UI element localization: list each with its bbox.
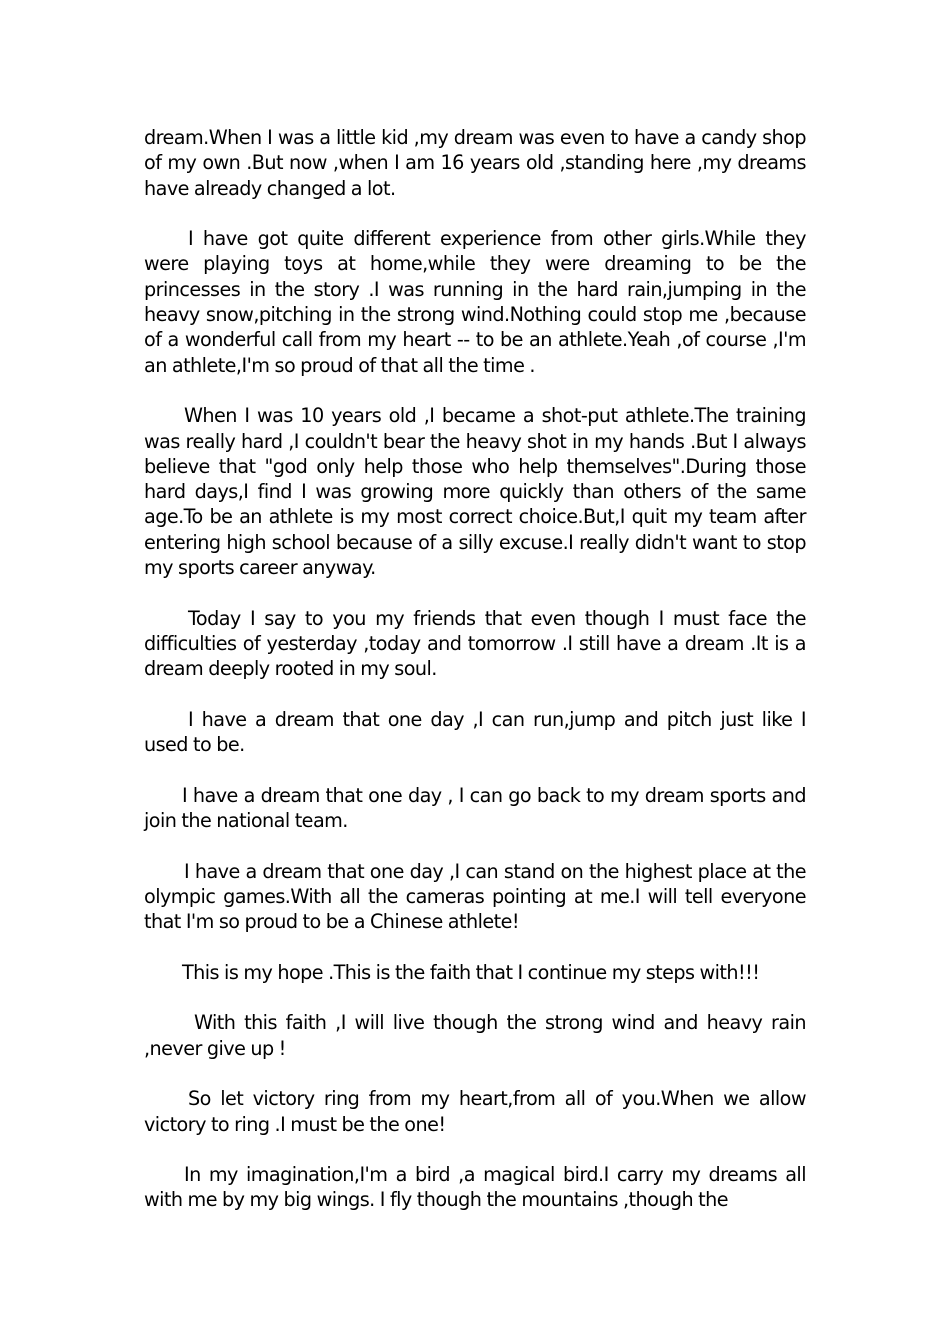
paragraph-3: When I was 10 years old ,I became a shot-put athlete.The training was really hard ,I couldn't bear the heavy shot in my hands .But I always believe that "god only help those who help themselves".During those hard days,I find I was growing more quickly than others of the same age.To be an athlete is my most correct choice.But,I quit my team after entering high school because of a silly excuse.I really didn't want to stop my sports career anyway.	[144, 404, 806, 580]
paragraph-2: I have got quite different experience from other girls.While they were playing toys at home,while they were dreaming to be the princesses in the story .I was running in the hard rain,jumping in the heavy snow,pitching in the strong wind.Nothing could stop me ,because of a wonderful call from my heart -- to be an athlete.Yeah ,of course ,I'm an athlete,I'm so proud of that all the time .	[144, 227, 806, 377]
paragraph-11: In my imagination,I'm a bird ,a magical bird.I carry my dreams all with me by my big wings. I fly though the mountains ,though the	[144, 1163, 806, 1212]
paragraph-9: With this faith ,I will live though the strong wind and heavy rain ,never give up !	[144, 1011, 806, 1060]
paragraph-8: This is my hope .This is the faith that I continue my steps with!!!	[182, 960, 760, 984]
paragraph-1: dream.When I was a little kid ,my dream was even to have a candy shop of my own .But now ,when I am 16 years old ,standing here ,my dreams have already changed a lot.	[144, 126, 806, 200]
paragraph-10: So let victory ring from my heart,from all of you.When we allow victory to ring .I must be the one!	[144, 1087, 806, 1136]
paragraph-5: I have a dream that one day ,I can run,jump and pitch just like I used to be.	[144, 707, 806, 757]
document-page	[144, 125, 806, 1213]
paragraph-6: I have a dream that one day , I can go back to my dream sports and join the national team.	[144, 783, 806, 833]
paragraph-7: I have a dream that one day ,I can stand on the highest place at the olympic games.With all the cameras pointing at me.I will tell everyone that I'm so proud to be a Chinese athlete!	[144, 859, 806, 934]
paragraph-4: Today I say to you my friends that even though I must face the difficulties of yesterday ,today and tomorrow .I still have a dream .It is a dream deeply rooted in my soul.	[144, 606, 806, 681]
